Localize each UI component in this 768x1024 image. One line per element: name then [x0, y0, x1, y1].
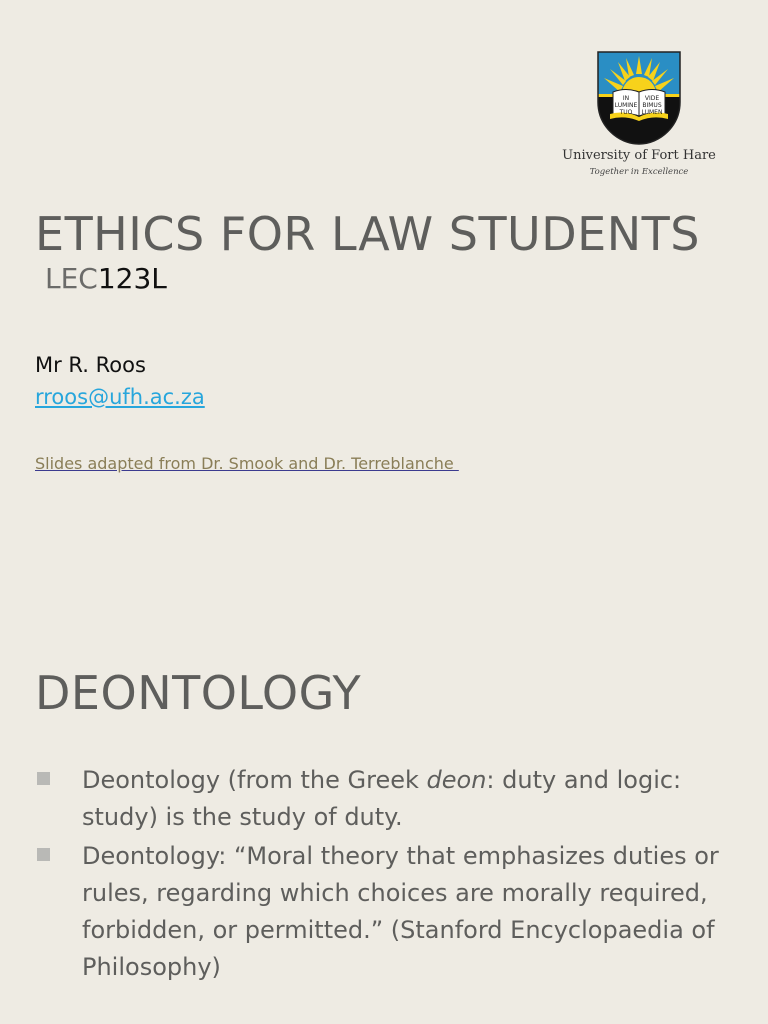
shield-crest-icon [596, 50, 682, 146]
slide-2 [0, 512, 768, 1024]
bullet-list [35, 762, 735, 988]
bullet-text: Deontology: “Moral theory that emphasizes duties or rules, regarding which choices are morally required, forbidden, or permitted.” (Stanford Encyclopaedia of Philosophy) [82, 842, 719, 981]
motto-text: TUO [619, 109, 633, 116]
slides-credit-link[interactable]: Slides adapted from Dr. Smook and Dr. Terreblanche [35, 454, 459, 473]
lecturer-name: Mr R. Roos [35, 353, 146, 377]
bullet-italic-term: deon [426, 766, 487, 794]
motto-text: VIDE [644, 95, 660, 102]
motto-text: LUMINE [614, 102, 638, 109]
bullet-item [35, 762, 735, 836]
motto-text: BIMUS [642, 102, 662, 109]
bullet-text: Deontology (from the Greek [82, 766, 427, 794]
university-name: University of Fort Hare [562, 148, 716, 163]
slide-title: DEONTOLOGY [35, 666, 362, 720]
lecturer-email-link[interactable]: rroos@ufh.ac.za [35, 385, 205, 409]
motto-text: LUMEN [641, 109, 663, 116]
university-logo [556, 50, 722, 182]
motto-text: IN [622, 95, 630, 102]
course-title: ETHICS FOR LAW STUDENTS [35, 207, 700, 261]
bullet-text: : duty and logic: study) is the study of duty. [82, 766, 682, 831]
bullet-item [35, 838, 735, 986]
course-code-prefix: LEC [45, 262, 98, 295]
university-tagline: Together in Excellence [589, 167, 689, 177]
square-bullet-icon [37, 772, 50, 785]
course-code [45, 262, 167, 295]
square-bullet-icon [37, 848, 50, 861]
course-code-number: 123L [97, 262, 167, 295]
